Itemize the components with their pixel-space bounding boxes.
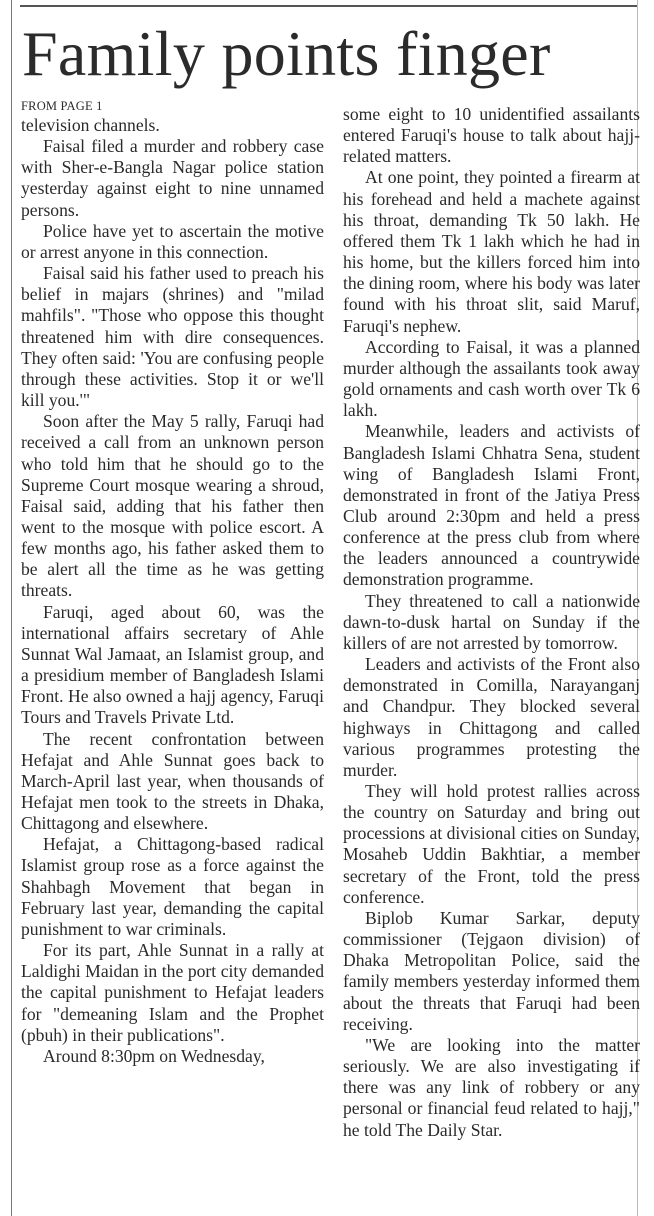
paragraph: some eight to 10 unidentified assailants entered Faruqi's house to talk about hajj-related matters. xyxy=(343,104,640,167)
paragraph: The recent confrontation between Hefajat and Ahle Sunnat goes back to March-April last year, when thousands of Hefajat men took to the streets in Dhaka, Chittagong and elsewhere. xyxy=(21,728,324,834)
paragraph: television channels. xyxy=(21,115,160,135)
paragraph: Leaders and activists of the Front also demonstrated in Comilla, Narayanganj and Chandpur. They blocked several highways in Chittagong and called various programmes protesting the murder. xyxy=(343,654,640,780)
top-rule xyxy=(20,5,637,7)
paragraph: Biplob Kumar Sarkar, deputy commissioner (Tejgaon division) of Dhaka Metropolitan Police, said the family members yesterday informed them about the threats that Faruqi had been receiving. xyxy=(343,907,640,1034)
article-column-2 xyxy=(343,104,640,1141)
paragraph: Faisal said his father used to preach his belief in majars (shrines) and "milad mahfils". "Those who oppose this thought threatened him with dire consequences. They often said: 'You are confusing people through these activities. Stop it or we'll kill you.'" xyxy=(21,263,324,411)
headline: Family points finger xyxy=(22,18,551,89)
paragraph: According to Faisal, it was a planned murder although the assailants took away gold ornaments and cash worth over Tk 6 lakh. xyxy=(343,336,640,421)
paragraph: Faisal filed a murder and robbery case with Sher-e-Bangla Nagar police station yesterday against eight to nine unnamed persons. xyxy=(21,136,324,220)
paragraph: "We are looking into the matter seriously. We are also investigating if there was any link of robbery or any personal or financial feud related to hajj," he told The Daily Star. xyxy=(343,1034,640,1140)
paragraph: Faruqi, aged about 60, was the international affairs secretary of Ahle Sunnat Wal Jamaat, an Islamist group, and a presidium member of Bangladesh Islami Front. He also owned a hajj agency, Faruqi Tours and Travels Private Ltd. xyxy=(21,601,324,728)
article-column-1 xyxy=(21,98,324,1067)
paragraph: Hefajat, a Chittagong-based radical Islamist group rose as a force against the Shahbagh Movement that began in February last year, demanding the capital punishment to war criminals. xyxy=(21,834,324,939)
paragraph: Police have yet to ascertain the motive or arrest anyone in this connection. xyxy=(21,220,324,262)
paragraph: Soon after the May 5 rally, Faruqi had received a call from an unknown person who told him that he should go to the Supreme Court mosque wearing a shroud, Faisal said, adding that his father then went to the mosque with police escort. A few months ago, his father asked them to be alert all the time as he was getting threats. xyxy=(21,411,324,601)
paragraph: Around 8:30pm on Wednesday, xyxy=(43,1045,265,1066)
paragraph: They threatened to call a nationwide dawn-to-dusk hartal on Sunday if the killers of are not arrested by tomorrow. xyxy=(343,590,640,653)
paragraph: Meanwhile, leaders and activists of Bangladesh Islami Chhatra Sena, student wing of Bangladesh Islami Front, demonstrated in front of the Jatiya Press Club around 2:30pm and held a press conference at the press club from where the leaders announced a countrywide demonstration programme. xyxy=(343,421,640,590)
continuation-kicker: FROM PAGE 1 xyxy=(21,99,103,113)
paragraph: They will hold protest rallies across the country on Saturday and bring out processions at divisional cities on Sunday, Mosaheb Uddin Bakhtiar, a member secretary of the Front, told the press conference. xyxy=(343,781,640,907)
paragraph: At one point, they pointed a firearm at his forehead and held a machete against his throat, demanding Tk 50 lakh. He offered them Tk 1 lakh which he had in his home, but the killers forced him into the dining room, where his body was later found with his throat slit, said Maruf, Faruqi's nephew. xyxy=(343,167,640,336)
paragraph: For its part, Ahle Sunnat in a rally at Laldighi Maidan in the port city demanded the capital punishment to Hefajat leaders for "demeaning Islam and the Prophet (pbuh) in their publications". xyxy=(21,940,324,1045)
